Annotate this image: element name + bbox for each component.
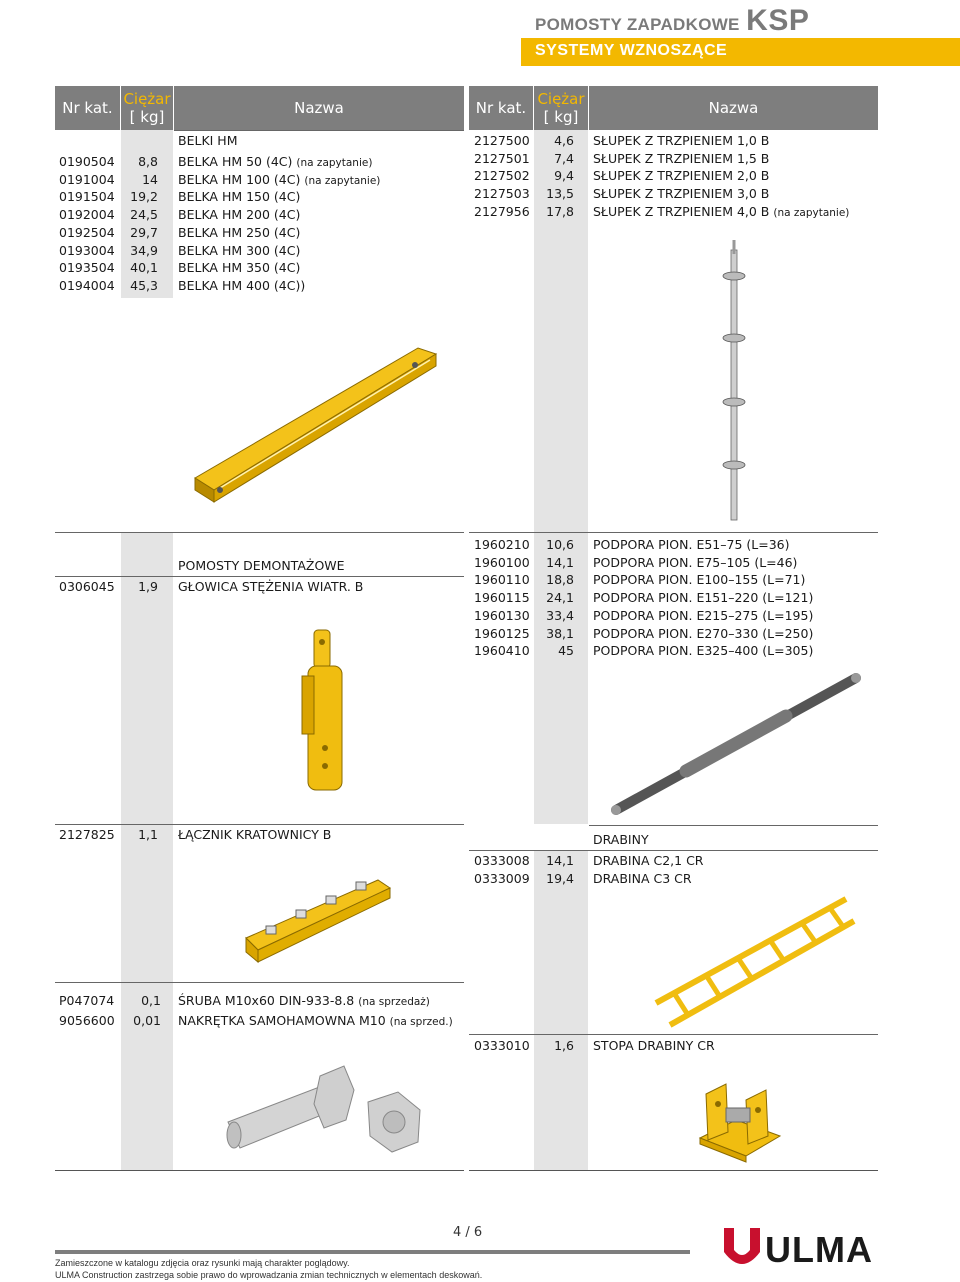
footer-disclaimer-1: Zamieszczone w katalogu zdjęcia oraz rysunki mają charakter poglądowy. — [55, 1258, 350, 1268]
product-name-text: BELKA HM 250 (4C) — [178, 224, 301, 240]
product-name-text: BELKA HM 300 (4C) — [178, 242, 301, 258]
product-name-text: BELKA HM 200 (4C) — [178, 207, 301, 223]
product-name — [593, 536, 789, 554]
catalog-number: 1960125 — [474, 625, 530, 641]
availability-note: (na zapytanie) — [304, 174, 381, 187]
catalog-number: 0333009 — [474, 870, 530, 886]
sruba-image — [222, 1052, 440, 1160]
rule — [589, 825, 878, 826]
weight-column-bg — [121, 824, 173, 982]
product-name — [178, 277, 305, 295]
footer-disclaimer-2: ULMA Construction zastrzega sobie prawo do wprowadzania zmian technicznych w elementach deskowań. — [55, 1270, 483, 1280]
product-name-text: DRABINA C3 CR — [593, 870, 692, 886]
weight-value: 1,1 — [138, 827, 158, 842]
catalog-number: P047074 — [59, 993, 115, 1008]
product-name — [593, 185, 769, 203]
weight-value: 18,8 — [546, 572, 574, 588]
product-name — [593, 167, 769, 185]
rule — [469, 532, 878, 533]
weight-value: 7,4 — [554, 150, 574, 166]
product-name-text: BELKA HM 350 (4C) — [178, 260, 301, 276]
catalog-number: 1960100 — [474, 554, 530, 570]
catalog-number: 0333008 — [474, 853, 530, 868]
footer-rule — [55, 1250, 690, 1254]
weight-value: 4,6 — [554, 133, 574, 148]
catalog-title-small: POMOSTY ZAPADKOWE — [535, 15, 740, 34]
rule — [55, 532, 464, 533]
weight-value: 14 — [142, 171, 158, 187]
product-name-text: ŚRUBA M10x60 DIN-933-8.8 — [178, 993, 355, 1008]
subtitle-bar — [521, 38, 960, 66]
group-title: POMOSTY DEMONTAŻOWE — [178, 558, 345, 573]
weight-value: 14,1 — [546, 853, 574, 868]
rule — [55, 824, 464, 825]
catalog-number: 0333010 — [474, 1038, 530, 1053]
product-name — [593, 554, 797, 572]
product-name — [593, 132, 769, 150]
product-name-text: SŁUPEK Z TRZPIENIEM 1,0 B — [593, 133, 770, 148]
product-name — [593, 607, 813, 625]
product-name — [178, 188, 300, 206]
weight-value: 24,1 — [546, 590, 574, 606]
catalog-number: 0193504 — [59, 260, 115, 276]
catalog-number: 0192504 — [59, 224, 115, 240]
product-name-text: PODPORA PION. E100–155 (L=71) — [593, 572, 806, 588]
weight-column-bg — [121, 982, 173, 1170]
product-name — [178, 206, 300, 224]
weight-value: 9,4 — [554, 168, 574, 184]
header-name: Nazwa — [589, 86, 878, 130]
product-name-text: BELKA HM 150 (4C) — [178, 189, 301, 205]
product-name-text: STOPA DRABINY CR — [593, 1038, 715, 1053]
product-name — [593, 852, 704, 870]
product-name-text: NAKRĘTKA SAMOHAMOWNA M10 — [178, 1013, 386, 1028]
catalog-subtitle: SYSTEMY WZNOSZĄCE — [535, 42, 728, 59]
group-title: BELKI HM — [178, 133, 238, 148]
catalog-number: 1960210 — [474, 537, 530, 552]
catalog-number: 1960110 — [474, 572, 530, 588]
belka-image — [190, 340, 450, 510]
podpora-image — [606, 668, 866, 820]
stopa-image — [696, 1080, 782, 1164]
header-nr: Nr kat. — [55, 86, 120, 130]
catalog-number: 2127825 — [59, 827, 115, 842]
catalog-number: 2127956 — [474, 203, 530, 219]
weight-value: 10,6 — [546, 537, 574, 552]
product-name-text: PODPORA PION. E75–105 (L=46) — [593, 554, 798, 570]
rule — [469, 1034, 878, 1035]
product-name-text: SŁUPEK Z TRZPIENIEM 3,0 B — [593, 186, 770, 202]
catalog-number: 9056600 — [59, 1013, 115, 1028]
glowica-image — [298, 628, 362, 793]
weight-value: 40,1 — [130, 260, 158, 276]
catalog-number: 1960410 — [474, 643, 530, 659]
weight-value: 45,3 — [130, 277, 158, 293]
weight-value: 14,1 — [546, 554, 574, 570]
product-name — [178, 826, 331, 844]
catalog-number: 2127501 — [474, 150, 530, 166]
weight-value: 1,6 — [554, 1038, 574, 1053]
product-name — [593, 150, 769, 168]
weight-value: 13,5 — [546, 186, 574, 202]
weight-value: 0,1 — [141, 993, 161, 1008]
weight-value: 38,1 — [546, 625, 574, 641]
catalog-number: 0190504 — [59, 154, 115, 169]
drabina-image — [650, 895, 860, 1030]
catalog-number: 0191004 — [59, 171, 115, 187]
product-name-text: ŁĄCZNIK KRATOWNICY B — [178, 827, 332, 842]
catalog-number: 1960115 — [474, 590, 530, 606]
catalog-number: 2127503 — [474, 186, 530, 202]
weight-value: 19,2 — [130, 189, 158, 205]
header-weight: Ciężar [ kg] — [534, 86, 588, 130]
product-name — [178, 242, 300, 260]
catalog-number: 0191504 — [59, 189, 115, 205]
product-name-text: PODPORA PION. E270–330 (L=250) — [593, 625, 814, 641]
slupek-image — [718, 240, 750, 525]
availability-note: (na zapytanie) — [296, 157, 373, 169]
rule — [174, 130, 464, 131]
product-name-text: PODPORA PION. E325–400 (L=305) — [593, 643, 814, 659]
weight-value: 0,01 — [133, 1013, 161, 1028]
catalog-number: 1960130 — [474, 607, 530, 623]
weight-value: 19,4 — [546, 870, 574, 886]
catalog-number: 0194004 — [59, 277, 115, 293]
availability-note: (na sprzed.) — [389, 1016, 453, 1028]
group-title: DRABINY — [593, 832, 649, 847]
header-weight: Ciężar [ kg] — [121, 86, 173, 130]
weight-value: 8,8 — [138, 154, 158, 169]
product-name-text: GŁOWICA STĘŻENIA WIATR. B — [178, 579, 364, 594]
product-name-text: DRABINA C2,1 CR — [593, 853, 704, 868]
availability-note: (na zapytanie) — [773, 206, 850, 219]
ulma-logo-icon — [722, 1226, 762, 1268]
rule — [55, 576, 464, 577]
weight-value: 33,4 — [546, 607, 574, 623]
weight-value: 24,5 — [130, 207, 158, 223]
product-name — [593, 1037, 715, 1055]
catalog-number: 2127502 — [474, 168, 530, 184]
header-nr: Nr kat. — [469, 86, 533, 130]
catalog-number: 2127500 — [474, 133, 530, 148]
product-name — [593, 870, 692, 888]
weight-value: 1,9 — [138, 579, 158, 594]
product-name — [178, 578, 363, 596]
weight-value: 17,8 — [546, 203, 574, 219]
weight-value: 29,7 — [130, 224, 158, 240]
rule — [469, 850, 878, 851]
product-name — [593, 203, 849, 223]
catalog-number: 0192004 — [59, 207, 115, 223]
product-name-text: PODPORA PION. E151–220 (L=121) — [593, 590, 814, 606]
product-name-text: BELKA HM 100 (4C) — [178, 171, 301, 187]
weight-value: 45 — [558, 643, 574, 659]
weight-value: 34,9 — [130, 242, 158, 258]
product-name-text: SŁUPEK Z TRZPIENIEM 4,0 B — [593, 203, 770, 219]
catalog-number: 0306045 — [59, 579, 115, 594]
product-name-text: SŁUPEK Z TRZPIENIEM 2,0 B — [593, 168, 770, 184]
product-name — [593, 571, 805, 589]
product-name-text: PODPORA PION. E215–275 (L=195) — [593, 607, 814, 623]
product-name — [593, 589, 813, 607]
product-name-text: PODPORA PION. E51–75 (L=36) — [593, 537, 790, 552]
product-name — [178, 992, 430, 1012]
page-number: 4 / 6 — [453, 1225, 483, 1240]
rule — [55, 1170, 464, 1171]
header-name: Nazwa — [174, 86, 464, 130]
catalog-title-big: KSP — [746, 4, 810, 37]
product-name — [178, 224, 300, 242]
ulma-logo-text: ULMA — [765, 1229, 873, 1270]
rule — [469, 1170, 878, 1171]
product-name-text: SŁUPEK Z TRZPIENIEM 1,5 B — [593, 150, 770, 166]
product-name-text: BELKA HM 50 (4C) — [178, 154, 293, 169]
product-name — [593, 625, 813, 643]
lacznik-image — [238, 858, 398, 972]
product-name — [178, 1012, 453, 1032]
rule — [55, 982, 464, 983]
catalog-title — [535, 4, 809, 38]
product-name-text: BELKA HM 400 (4C)) — [178, 277, 306, 293]
product-name — [593, 642, 813, 660]
product-name — [178, 259, 300, 277]
availability-note: (na sprzedaż) — [358, 996, 430, 1008]
catalog-number: 0193004 — [59, 242, 115, 258]
